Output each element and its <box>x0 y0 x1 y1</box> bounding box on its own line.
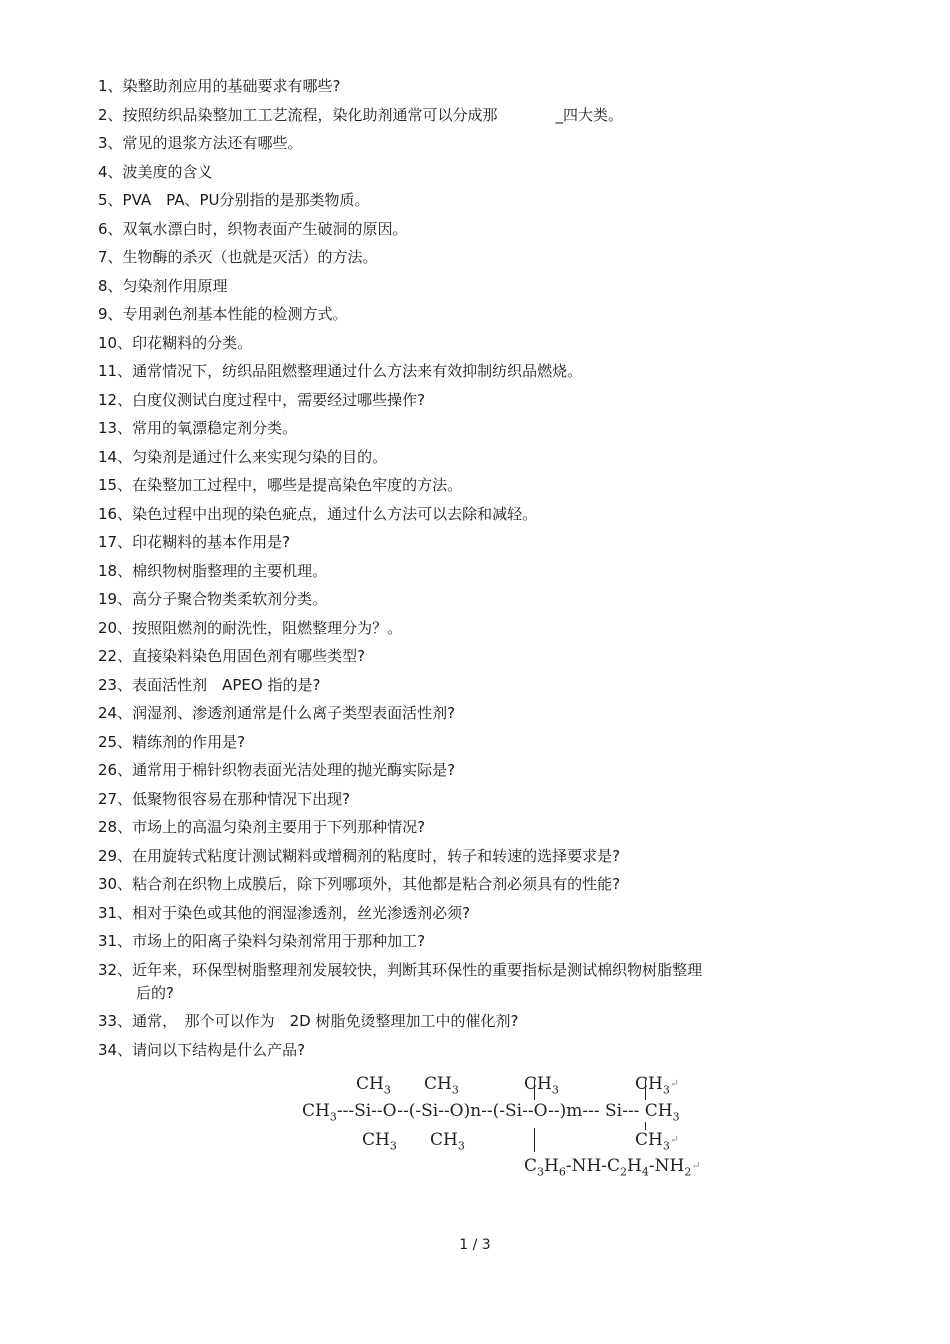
question-item: 18、棉织物树脂整理的主要机理。 <box>98 561 328 580</box>
bond-line-top <box>534 1080 535 1100</box>
question-item: 23、表面活性剂 APEO 指的是? <box>98 675 321 694</box>
bond-line-right-top <box>645 1080 646 1100</box>
question-item: 16、染色过程中出现的染色疵点，通过什么方法可以去除和减轻。 <box>98 504 538 523</box>
question-item: 32、近年来，环保型树脂整理剂发展较快，判断其环保性的重要指标是测试棉织物树脂整理 后的? <box>98 960 798 1003</box>
formula-main-chain: $CH_3---Si--O--(-Si--O)n--(-Si--O--)m---$ Si--- $CH_3$ <box>302 1101 680 1124</box>
question-item: 8、匀染剂作用原理 <box>98 276 228 295</box>
question-item: 7、生物酶的杀灭（也就是灭活）的方法。 <box>98 248 378 266</box>
question-item: 6、双氧水漂白时，织物表面产生破洞的原因。 <box>98 219 408 238</box>
question-item: 34、请问以下结构是什么产品? <box>98 1040 306 1059</box>
bond-line-right-bottom <box>645 1122 646 1130</box>
question-item: 25、精练剂的作用是? <box>98 732 246 751</box>
question-item: 5、PVA PA、PU分别指的是那类物质。 <box>98 191 370 209</box>
formula-methyl-bottom-3: $CH_3↵$ <box>635 1130 680 1153</box>
question-item: 24、润湿剂、渗透剂通常是什么离子类型表面活性剂? <box>98 704 456 722</box>
question-item: 2、按照纺织品染整加工工艺流程，染化助剂通常可以分成那 _四大类。 <box>98 105 624 124</box>
question-item: 31、市场上的阳离子染料匀染剂常用于那种加工? <box>98 932 426 950</box>
formula-methyl-top-4: $CH_3↵$ <box>635 1074 680 1097</box>
question-continuation: 后的? <box>136 983 174 1002</box>
return-mark-icon: ↵ <box>691 1159 701 1172</box>
question-item: 9、专用剥色剂基本性能的检测方式。 <box>98 305 348 323</box>
question-item: 4、波美度的含义 <box>98 162 213 181</box>
question-item: 19、高分子聚合物类柔软剂分类。 <box>98 590 328 608</box>
question-item: 15、在染整加工过程中，哪些是提高染色牢度的方法。 <box>98 476 463 494</box>
question-item: 26、通常用于棉针织物表面光洁处理的抛光酶实际是? <box>98 761 456 779</box>
return-mark-icon: ↵ <box>669 1133 680 1146</box>
question-item: 3、常见的退浆方法还有哪些。 <box>98 134 303 152</box>
formula-methyl-bottom-2: $CH_3$ <box>430 1130 465 1153</box>
question-item: 28、市场上的高温匀染剂主要用于下列那种情况? <box>98 818 426 836</box>
question-item: 29、在用旋转式粘度计测试糊料或增稠剂的粘度时，转子和转速的选择要求是? <box>98 846 621 865</box>
question-list <box>98 76 798 1068</box>
question-item: 10、印花糊料的分类。 <box>98 333 253 352</box>
question-item: 12、白度仪测试白度过程中，需要经过哪些操作? <box>98 390 426 409</box>
question-item: 17、印花糊料的基本作用是? <box>98 533 291 551</box>
question-item: 33、通常， 那个可以作为 2D 树脂免烫整理加工中的催化剂? <box>98 1012 519 1030</box>
question-item: 31、相对于染色或其他的润湿渗透剂，丝光渗透剂必须? <box>98 903 471 922</box>
question-item: 11、通常情况下，纺织品阻燃整理通过什么方法来有效抑制纺织品燃烧。 <box>98 362 583 380</box>
formula-amino-side-chain: $C_3H_6-NH-C_2H_4-NH_2↵$ <box>524 1156 701 1179</box>
page-number: 1 / 3 <box>459 1237 491 1253</box>
question-item: 14、匀染剂是通过什么来实现匀染的目的。 <box>98 447 388 466</box>
formula-methyl-top-1: $CH_3$ <box>356 1074 391 1097</box>
chemical-structure-formula <box>302 1070 742 1185</box>
question-item: 13、常用的氧漂稳定剂分类。 <box>98 419 298 437</box>
question-item: 20、按照阻燃剂的耐洗性，阻燃整理分为？。 <box>98 618 403 637</box>
bond-line-bottom <box>534 1128 535 1152</box>
question-item: 27、低聚物很容易在那种情况下出现? <box>98 789 351 808</box>
question-item: 1、染整助剂应用的基础要求有哪些? <box>98 77 341 95</box>
formula-methyl-top-3: $CH_3$ <box>524 1074 559 1097</box>
question-item: 30、粘合剂在织物上成膜后，除下列哪项外，其他都是粘合剂必须具有的性能? <box>98 875 621 893</box>
question-item: 22、直接染料染色用固色剂有哪些类型? <box>98 647 366 665</box>
formula-methyl-bottom-1: $CH_3$ <box>362 1130 397 1153</box>
formula-methyl-top-2: $CH_3$ <box>424 1074 459 1097</box>
return-mark-icon: ↵ <box>669 1077 680 1090</box>
